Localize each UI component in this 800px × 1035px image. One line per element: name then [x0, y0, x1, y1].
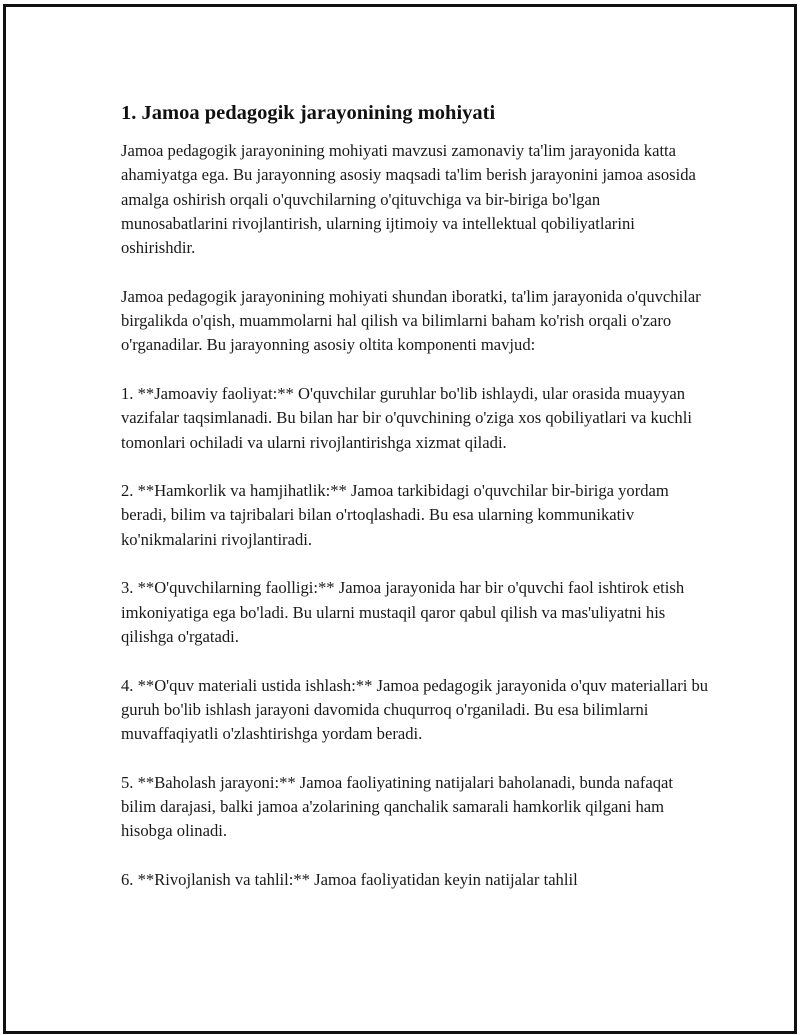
page-frame: [3, 4, 797, 1034]
list-item-5: 5. **Baholash jarayoni:** Jamoa faoliyatining natijalari baholanadi, bunda nafaqat bilim darajasi, balki jamoa a'zolarining qanchalik samarali hamkorlik qilgani ham hisobga olinadi.: [121, 772, 674, 841]
document-body: [121, 99, 711, 917]
document-title: 1. Jamoa pedagogik jarayonining mohiyati: [121, 102, 496, 124]
list-item-2: 2. **Hamkorlik va hamjihatlik:** Jamoa tarkibidagi o'quvchilar bir-biriga yordam beradi, bilim va tajribalari bilan o'rtoqlashadi. Bu esa ularning kommunikativ ko'nikmalarini rivojlantiradi.: [121, 481, 669, 549]
paragraph-essence: Jamoa pedagogik jarayonining mohiyati shundan iboratki, ta'lim jarayonida o'quvchilar birgalikda o'qish, muammolarni hal qilish va bilimlarni baham ko'rish orqali o'zaro o'rganadilar. Bu jarayonning asosiy oltita komponenti mavjud:: [121, 286, 701, 355]
list-item-3: 3. **O'quvchilarning faolligi:** Jamoa jarayonida har bir o'quvchi faol ishtirok etish imkoniyatiga ega bo'ladi. Bu ularni mustaqil qaror qabul qilish va mas'uliyatni his qilishga o'rgatadi.: [121, 578, 685, 646]
list-item-6: 6. **Rivojlanish va tahlil:** Jamoa faoliyatidan keyin natijalar tahlil: [121, 869, 578, 889]
list-item-4: 4. **O'quv materiali ustida ishlash:** Jamoa pedagogik jarayonida o'quv materiallari bu guruh bo'lib ishlash jarayoni davomida chuqurroq o'rganiladi. Bu esa bilimlarni muvaffaqiyatli o'zlashtirishga yordam beradi.: [121, 675, 709, 744]
paragraph-intro: Jamoa pedagogik jarayonining mohiyati mavzusi zamonaviy ta'lim jarayonida katta ahamiyatga ega. Bu jarayonning asosiy maqsadi ta'lim berish jarayonini jamoa asosida amalga oshirish orqali o'quvchilarning o'qituvchiga va bir-biriga bo'lgan munosabatlarini rivojlantirish, ularning ijtimoiy va intellektual qobiliyatlarini oshirishdir.: [121, 141, 696, 258]
list-item-1: 1. **Jamoaviy faoliyat:** O'quvchilar guruhlar bo'lib ishlaydi, ular orasida muayyan vazifalar taqsimlanadi. Bu bilan har bir o'quvchining o'ziga xos qobiliyatlari va kuchli tomonlari ochiladi va ularni rivojlantirishga xizmat qiladi.: [121, 383, 692, 452]
